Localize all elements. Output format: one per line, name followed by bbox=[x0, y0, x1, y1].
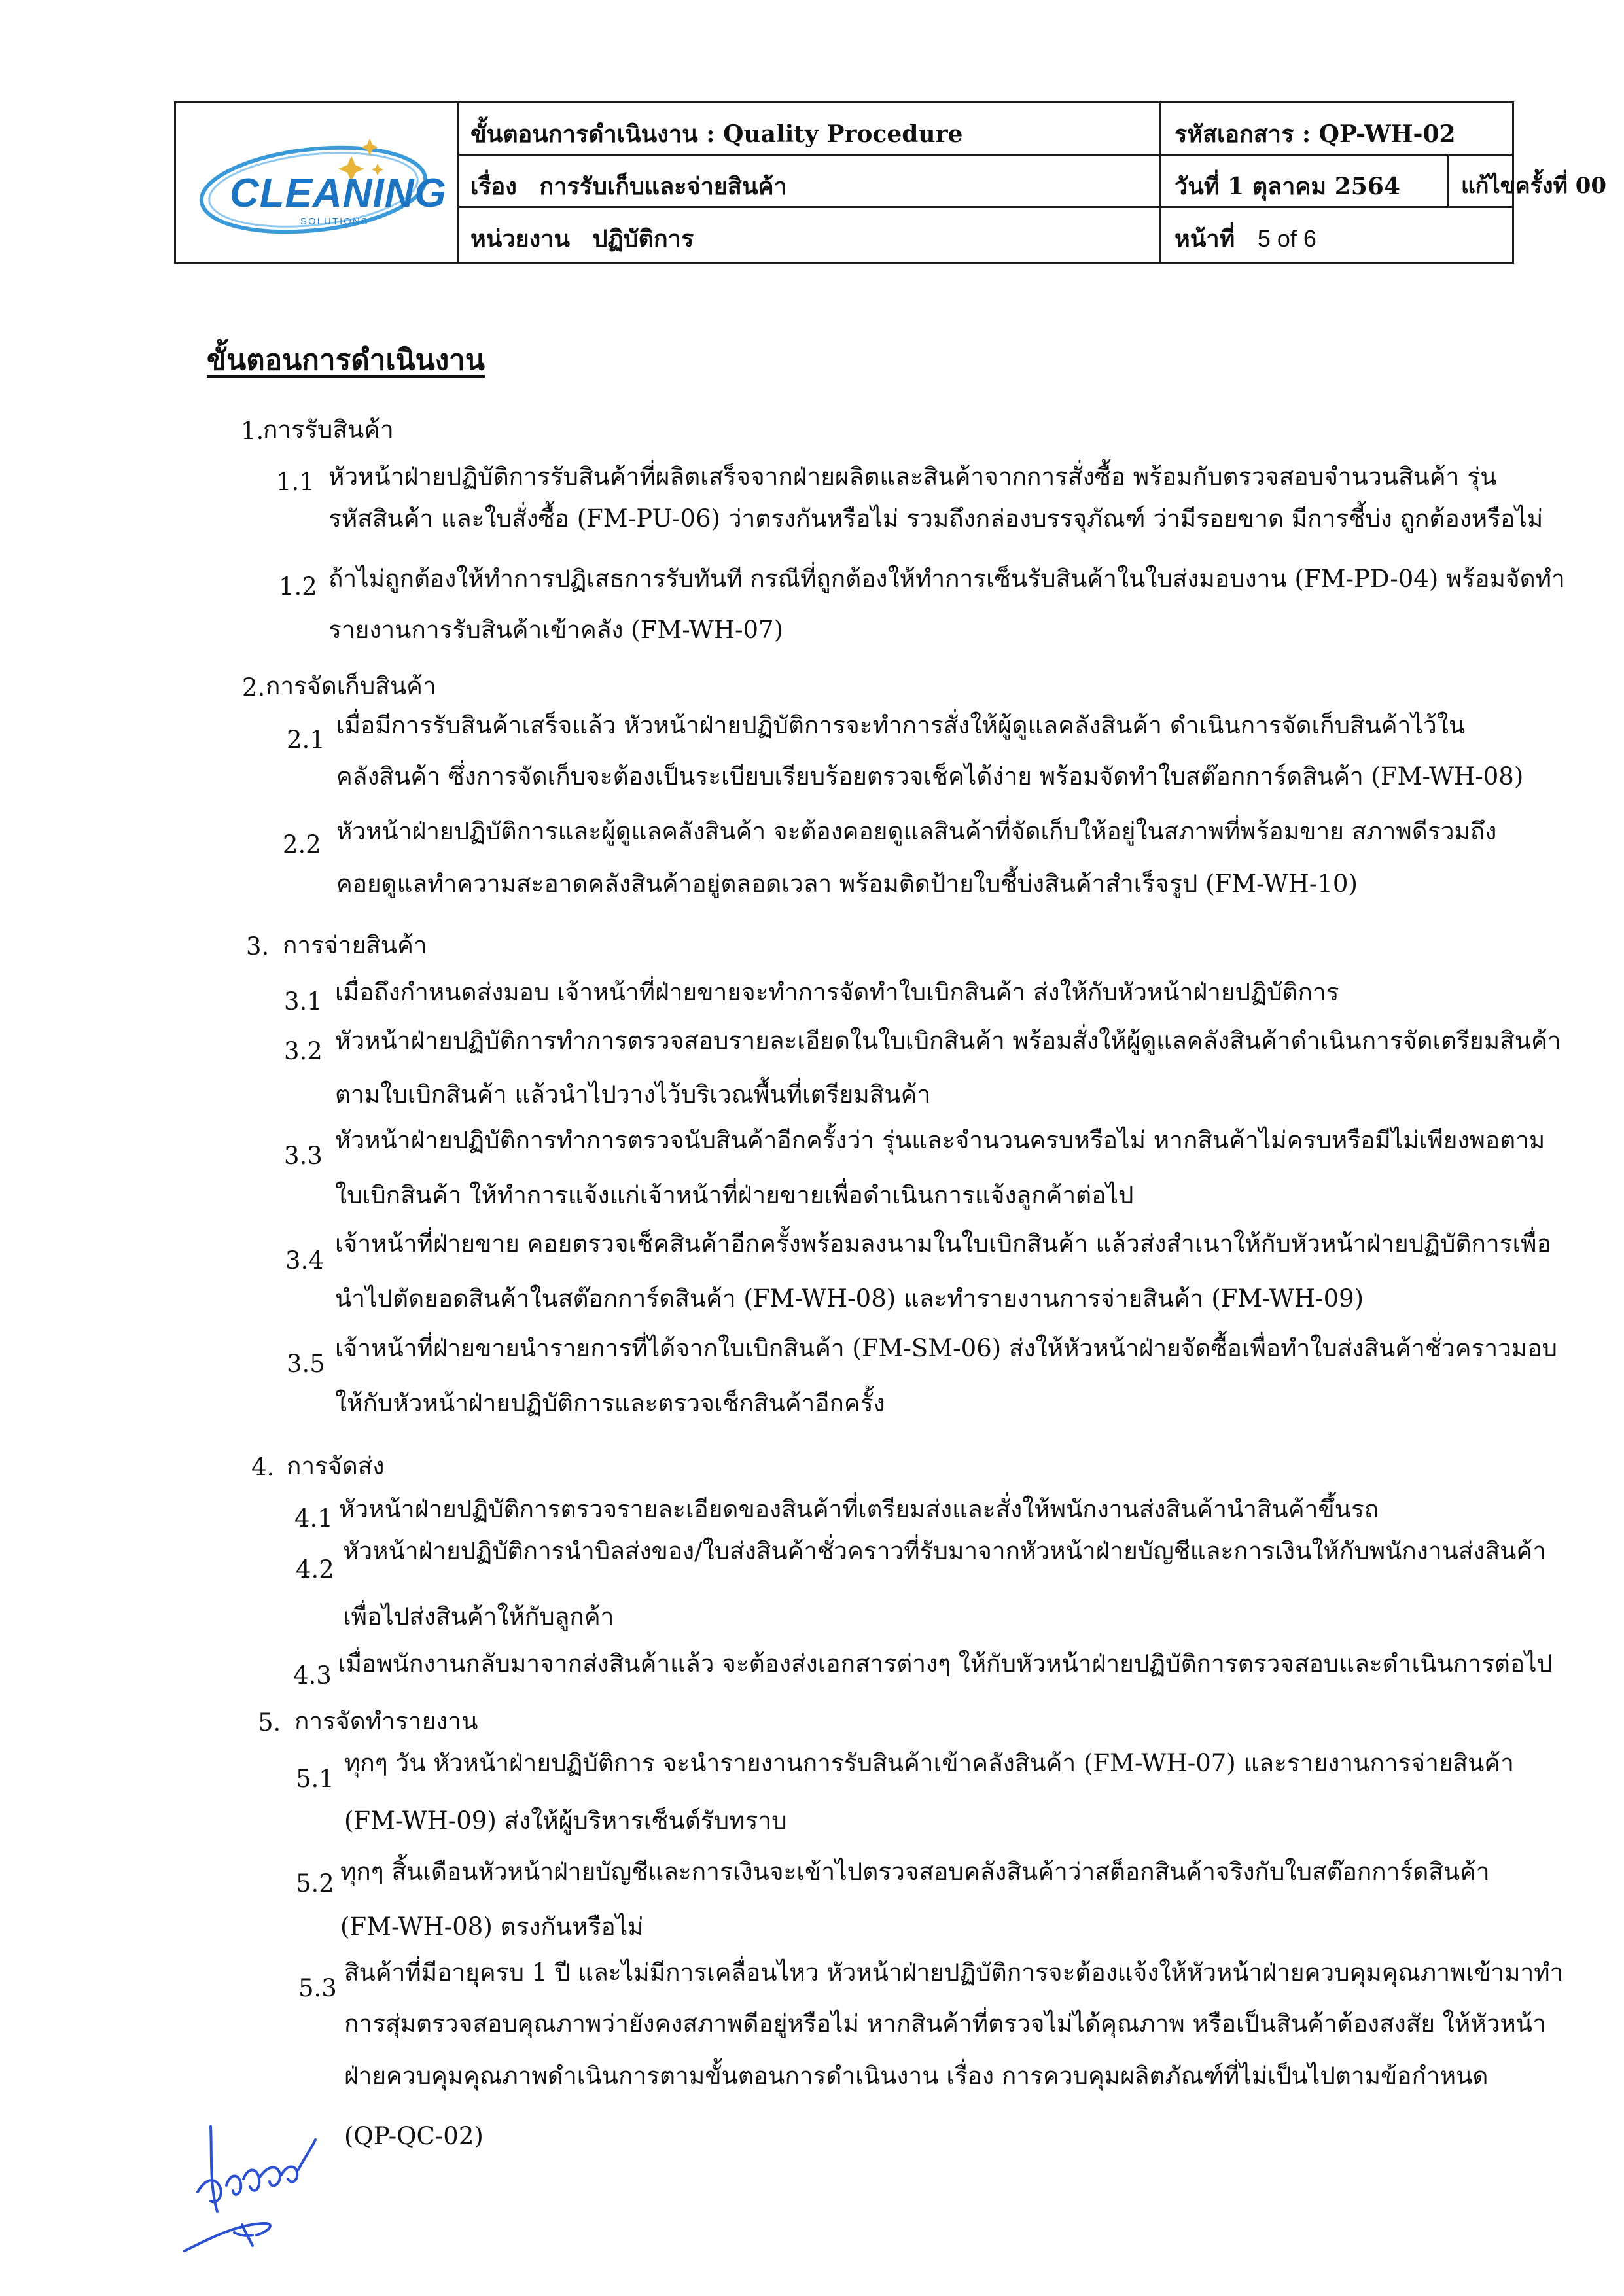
section-heading: การรับสินค้า bbox=[263, 415, 394, 444]
subject-cell bbox=[457, 156, 1161, 206]
company-logo bbox=[189, 130, 447, 241]
item-line: เจ้าหน้าที่ฝ่ายขายนำรายการที่ได้จากใบเบิกสินค้า (FM-SM-06) ส่งให้หัวหน้าฝ่ายจัดซื้อเพื่อทำใบส่งสินค้าชั่วคราวมอบ bbox=[335, 1334, 1558, 1362]
revision-label: แก้ไขครั้งที่ bbox=[1461, 173, 1568, 199]
date-label: วันที่ bbox=[1174, 173, 1220, 200]
department-label: หน่วยงาน bbox=[470, 225, 571, 253]
item-line: (FM-WH-09) ส่งให้ผู้บริหารเซ็นต์รับทราบ bbox=[344, 1807, 787, 1835]
item-line: ฝ่ายควบคุมคุณภาพดำเนินการตามขั้นตอนการดำเนินงาน เรื่อง การควบคุมผลิตภัณฑ์ที่ไม่เป็นไปตามข้อกำหนด bbox=[344, 2062, 1489, 2090]
item-number: 3.4 bbox=[285, 1246, 324, 1275]
section-number: 1. bbox=[241, 417, 264, 445]
item-line: ทุกๆ สิ้นเดือนหัวหน้าฝ่ายบัญชีและการเงินจะเข้าไปตรวจสอบคลังสินค้าว่าสต็อกสินค้าจริงกับใบสต๊อกการ์ดสินค้า bbox=[340, 1858, 1490, 1886]
page-value: 5 of 6 bbox=[1257, 225, 1316, 252]
item-line: หัวหน้าฝ่ายปฏิบัติการรับสินค้าที่ผลิตเสร็จจากฝ่ายผลิตและสินค้าจากการสั่งซื้อ พร้อมกับตรวจสอบจำนวนสินค้า รุ่น bbox=[328, 463, 1497, 491]
item-number: 2.1 bbox=[287, 726, 325, 754]
section-number: 5. bbox=[258, 1708, 281, 1737]
item-number: 1.2 bbox=[279, 573, 317, 601]
procedure-cell bbox=[457, 103, 1161, 154]
section-number: 3. bbox=[246, 932, 270, 961]
doc-code-cell bbox=[1161, 103, 1512, 154]
item-line: ถ้าไม่ถูกต้องให้ทำการปฏิเสธการรับทันที กรณีที่ถูกต้องให้ทำการเซ็นรับสินค้าในใบส่งมอบงาน (FM-PD-04) พร้อมจัดทำ bbox=[328, 565, 1565, 593]
item-number: 3.3 bbox=[284, 1142, 323, 1170]
item-number: 4.2 bbox=[296, 1555, 334, 1583]
item-line: รายงานการรับสินค้าเข้าคลัง (FM-WH-07) bbox=[328, 616, 784, 644]
item-number: 4.1 bbox=[294, 1504, 333, 1532]
item-line: หัวหน้าฝ่ายปฏิบัติการทำการตรวจนับสินค้าอีกครั้งว่า รุ่นและจำนวนครบหรือไม่ หากสินค้าไม่ครบหรือมีไม่เพียงพอตาม bbox=[335, 1126, 1545, 1154]
procedure-label: ขั้นตอนการดำเนินงาน : bbox=[470, 120, 715, 148]
subject-label: เรื่อง bbox=[470, 173, 517, 200]
item-line: เมื่อถึงกำหนดส่งมอบ เจ้าหน้าที่ฝ่ายขายจะทำการจัดทำใบเบิกสินค้า ส่งให้กับหัวหน้าฝ่ายปฏิบัติการ bbox=[335, 978, 1339, 1006]
document-header-table bbox=[174, 101, 1607, 264]
item-line: เมื่อมีการรับสินค้าเสร็จแล้ว หัวหน้าฝ่ายปฏิบัติการจะทำการสั่งให้ผู้ดูแลคลังสินค้า ดำเนินการจัดเก็บสินค้าไว้ใน bbox=[336, 711, 1466, 739]
item-line: หัวหน้าฝ่ายปฏิบัติการและผู้ดูแลคลังสินค้า จะต้องคอยดูแลสินค้าที่จัดเก็บให้อยู่ในสภาพที่พร้อมขาย สภาพดีรวมถึง bbox=[336, 817, 1497, 845]
item-line: หัวหน้าฝ่ายปฏิบัติการทำการตรวจสอบรายละเอียดในใบเบิกสินค้า พร้อมสั่งให้ผู้ดูแลคลังสินค้าดำเนินการจัดเตรียมสินค้า bbox=[335, 1027, 1561, 1055]
doc-code-label: รหัสเอกสาร : bbox=[1174, 120, 1311, 148]
item-line: การสุ่มตรวจสอบคุณภาพว่ายังคงสภาพดีอยู่หรือไม่ หากสินค้าที่ตรวจไม่ได้คุณภาพ หรือเป็นสินค้าต้องสงสัย ให้หัวหน้า bbox=[344, 2009, 1546, 2038]
section-heading: การจัดทำรายงาน bbox=[294, 1707, 478, 1735]
item-number: 5.3 bbox=[298, 1974, 337, 2002]
item-number: 3.1 bbox=[284, 987, 323, 1016]
item-line: ใบเบิกสินค้า ให้ทำการแจ้งแก่เจ้าหน้าที่ฝ่ายขายเพื่อดำเนินการแจ้งลูกค้าต่อไป bbox=[335, 1181, 1134, 1209]
revision-value: 00 bbox=[1575, 173, 1607, 199]
header-row-3 bbox=[457, 208, 1512, 262]
logo-text: CLEANING bbox=[230, 171, 447, 216]
item-line: สินค้าที่มีอายุครบ 1 ปี และไม่มีการเคลื่อนไหว หัวหน้าฝ่ายปฏิบัติการจะต้องแจ้งให้หัวหน้าฝ่ายควบคุมคุณภาพเข้ามาทำ bbox=[344, 1958, 1564, 1987]
section-heading: การจ่ายสินค้า bbox=[283, 931, 427, 959]
signature-icon bbox=[171, 2113, 328, 2264]
subject-value: การรับเก็บและจ่ายสินค้า bbox=[539, 173, 787, 200]
item-number: 4.3 bbox=[293, 1661, 332, 1689]
header-row-1 bbox=[457, 103, 1512, 156]
department-cell bbox=[457, 208, 1161, 262]
department-value: ปฏิบัติการ bbox=[592, 225, 694, 253]
revision-text bbox=[1461, 168, 1606, 203]
item-line: เพื่อไปส่งสินค้าให้กับลูกค้า bbox=[343, 1602, 614, 1631]
date-cell bbox=[1161, 156, 1449, 206]
item-line: ทุกๆ วัน หัวหน้าฝ่ายปฏิบัติการ จะนำรายงานการรับสินค้าเข้าคลังสินค้า (FM-WH-07) และรายงานการจ่ายสินค้า bbox=[344, 1749, 1514, 1777]
item-number: 5.1 bbox=[296, 1765, 334, 1793]
item-line: รหัสสินค้า และใบสั่งซื้อ (FM-PU-06) ว่าตรงกันหรือไม่ รวมถึงกล่องบรรจุภัณฑ์ ว่ามีรอยขาด มีการชี้บ่ง ถูกต้องหรือไม่ bbox=[328, 504, 1544, 533]
section-number: 4. bbox=[251, 1453, 275, 1481]
item-line: เจ้าหน้าที่ฝ่ายขาย คอยตรวจเช็คสินค้าอีกครั้งพร้อมลงนามในใบเบิกสินค้า แล้วส่งสำเนาให้กับหัวหน้าฝ่ายปฏิบัติการเพื่อ bbox=[335, 1229, 1551, 1258]
item-line: ตามใบเบิกสินค้า แล้วนำไปวางไว้บริเวณพื้นที่เตรียมสินค้า bbox=[335, 1080, 931, 1108]
procedure-value: Quality Procedure bbox=[723, 120, 963, 148]
date-value: 1 ตุลาคม 2564 bbox=[1227, 173, 1400, 200]
item-line: นำไปตัดยอดสินค้าในสต๊อกการ์ดสินค้า (FM-WH-08) และทำรายงานการจ่ายสินค้า (FM-WH-09) bbox=[335, 1284, 1364, 1313]
item-number: 5.2 bbox=[296, 1869, 334, 1898]
logo-cell bbox=[176, 103, 459, 262]
item-line: เมื่อพนักงานกลับมาจากส่งสินค้าแล้ว จะต้องส่งเอกสารต่างๆ ให้กับหัวหน้าฝ่ายปฏิบัติการตรวจสอบและดำเนินการต่อไป bbox=[338, 1650, 1553, 1678]
section-number: 2. bbox=[242, 673, 266, 701]
item-line: หัวหน้าฝ่ายปฏิบัติการตรวจรายละเอียดของสินค้าที่เตรียมส่งและสั่งให้พนักงานส่งสินค้านำสินค้าขึ้นรถ bbox=[339, 1495, 1379, 1523]
page-title: ขั้นตอนการดำเนินงาน bbox=[207, 344, 485, 377]
item-line: คลังสินค้า ซึ่งการจัดเก็บจะต้องเป็นระเบียบเรียบร้อยตรวจเช็คได้ง่าย พร้อมจัดทำใบสต๊อกการ์ดสินค้า (FM-WH-08) bbox=[336, 762, 1524, 790]
logo-subtext: SOLUTIONS bbox=[300, 216, 369, 227]
item-line: (QP-QC-02) bbox=[344, 2122, 484, 2150]
section-heading: การจัดส่ง bbox=[287, 1452, 385, 1480]
item-line: คอยดูแลทำความสะอาดคลังสินค้าอยู่ตลอดเวลา พร้อมติดป้ายใบชี้บ่งสินค้าสำเร็จรูป (FM-WH-10) bbox=[336, 870, 1358, 898]
header-row-2 bbox=[457, 156, 1607, 208]
item-number: 2.2 bbox=[283, 830, 321, 858]
doc-code-value: QP-WH-02 bbox=[1318, 120, 1456, 148]
item-line: (FM-WH-08) ตรงกันหรือไม่ bbox=[340, 1913, 644, 1941]
item-number: 1.1 bbox=[276, 468, 315, 496]
item-line: หัวหน้าฝ่ายปฏิบัติการนำบิลส่งของ/ใบส่งสินค้าชั่วคราวที่รับมาจากหัวหน้าฝ่ายบัญชีและการเงินให้กับพนักงานส่งสินค้า bbox=[343, 1537, 1546, 1565]
section-heading: การจัดเก็บสินค้า bbox=[266, 672, 436, 700]
item-number: 3.2 bbox=[284, 1037, 323, 1065]
item-line: ให้กับหัวหน้าฝ่ายปฏิบัติการและตรวจเช็กสินค้าอีกครั้ง bbox=[335, 1389, 885, 1417]
page-cell bbox=[1161, 208, 1512, 262]
item-number: 3.5 bbox=[287, 1350, 325, 1378]
page-label: หน้าที่ bbox=[1174, 225, 1235, 253]
